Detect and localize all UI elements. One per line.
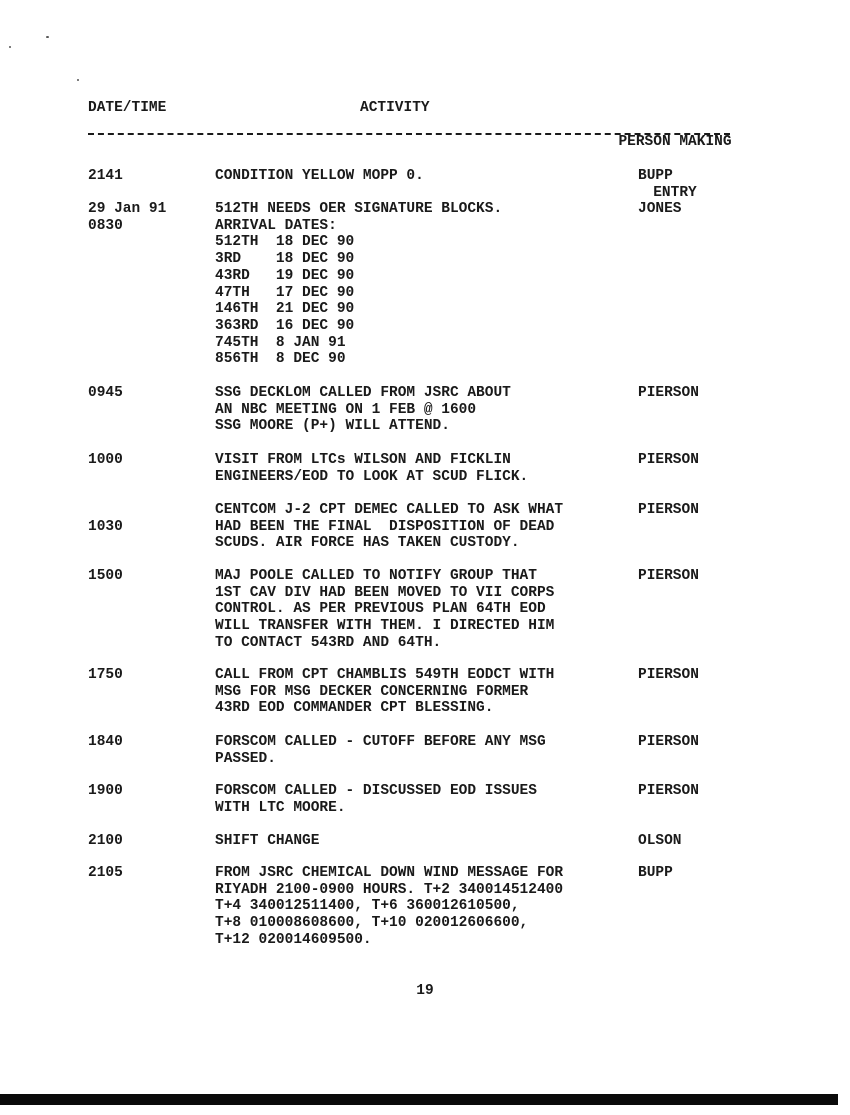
- entry-time: [88, 667, 123, 684]
- entry-person: [638, 201, 682, 218]
- entry-person: [638, 865, 673, 882]
- entry-person: [638, 568, 699, 585]
- page-number: 19: [416, 983, 434, 999]
- entry-activity-line: 43RD 19 DEC 90: [215, 267, 355, 284]
- entry-activity-line: TO CONTACT 543RD AND 64TH.: [215, 634, 442, 651]
- entry-activity-line: ENGINEERS/EOD TO LOOK AT SCUD FLICK.: [215, 468, 529, 485]
- entry-activity-line: ARRIVAL DATES:: [215, 217, 337, 234]
- entry-activity-line: RIYADH 2100-0900 HOURS. T+2 340014512400: [215, 881, 564, 898]
- header-person-line2: ENTRY: [653, 185, 697, 201]
- entry-activity: [215, 568, 554, 652]
- entry-activity-line: MSG FOR MSG DECKER CONCERNING FORMER: [215, 683, 529, 700]
- scan-bottom-bar: [0, 1094, 838, 1105]
- entry-time-line: 1840: [88, 734, 123, 750]
- entry-activity-line: 512TH 18 DEC 90: [215, 234, 355, 251]
- entry-activity: [215, 783, 537, 816]
- entry-activity: [215, 385, 511, 435]
- entry-activity-line: WITH LTC MOORE.: [215, 799, 346, 816]
- entry-time-line: 2141: [88, 168, 123, 184]
- header-divider: [88, 133, 730, 135]
- entry-activity: [215, 865, 563, 949]
- entry-time: [88, 502, 123, 535]
- entry-person-line: OLSON: [638, 833, 682, 849]
- entry-person: [638, 385, 699, 402]
- entry-activity-line: AN NBC MEETING ON 1 FEB @ 1600: [215, 401, 477, 418]
- entry-activity-line: FROM JSRC CHEMICAL DOWN WIND MESSAGE FOR: [215, 865, 564, 881]
- entry-activity-line: VISIT FROM LTCs WILSON AND FICKLIN: [215, 452, 511, 468]
- entry-person: [638, 502, 699, 519]
- entry-person-line: PIERSON: [638, 385, 699, 401]
- entry-activity-line: FORSCOM CALLED - CUTOFF BEFORE ANY MSG: [215, 734, 546, 750]
- entry-person-line: PIERSON: [638, 452, 699, 468]
- entry-time-line: 1750: [88, 667, 123, 683]
- entry-time: [88, 865, 123, 882]
- entry-time-line: 1500: [88, 568, 123, 584]
- entry-time: [88, 201, 166, 234]
- entry-activity-line: 856TH 8 DEC 90: [215, 351, 346, 368]
- entry-person-line: BUPP: [638, 168, 673, 184]
- entry-activity-line: CONTROL. AS PER PREVIOUS PLAN 64TH EOD: [215, 601, 546, 618]
- entry-activity: [215, 502, 563, 552]
- entry-person: [638, 734, 699, 751]
- entry-activity-line: 43RD EOD COMMANDER CPT BLESSING.: [215, 700, 494, 717]
- entry-time: [88, 385, 123, 402]
- entry-activity-line: CONDITION YELLOW MOPP 0.: [215, 168, 424, 184]
- entry-activity-line: FORSCOM CALLED - DISCUSSED EOD ISSUES: [215, 783, 537, 799]
- entry-person-line: PIERSON: [638, 502, 699, 518]
- entry-activity-line: HAD BEEN THE FINAL DISPOSITION OF DEAD: [215, 518, 555, 535]
- entry-time: [88, 734, 123, 751]
- entry-activity: [215, 833, 319, 850]
- entry-activity: [215, 734, 546, 767]
- entry-activity-line: 512TH NEEDS OER SIGNATURE BLOCKS.: [215, 201, 503, 217]
- entry-time: [88, 568, 123, 585]
- scan-speck: [77, 79, 79, 81]
- entry-activity-line: CENTCOM J-2 CPT DEMEC CALLED TO ASK WHAT: [215, 502, 564, 518]
- entry-person-line: JONES: [638, 201, 682, 217]
- entry-person: [638, 168, 673, 185]
- entry-activity: [215, 452, 528, 485]
- entry-time-line: 0830: [88, 217, 123, 234]
- entry-time: [88, 168, 123, 185]
- header-date-time: DATE/TIME: [88, 100, 167, 116]
- entry-person-line: PIERSON: [638, 667, 699, 683]
- entry-activity-line: SHIFT CHANGE: [215, 833, 320, 849]
- entry-activity-line: MAJ POOLE CALLED TO NOTIFY GROUP THAT: [215, 568, 537, 584]
- entry-time-line: [88, 502, 123, 519]
- scan-speck: [9, 46, 11, 48]
- entry-activity-line: T+12 020014609500.: [215, 931, 372, 948]
- entry-person-line: PIERSON: [638, 783, 699, 799]
- entry-person: [638, 783, 699, 800]
- entry-time-line: 29 Jan 91: [88, 201, 167, 217]
- entry-time-line: 1900: [88, 783, 123, 799]
- entry-activity-line: T+8 010008608600, T+10 020012606600,: [215, 915, 529, 932]
- entry-person-line: PIERSON: [638, 734, 699, 750]
- entry-activity-line: 146TH 21 DEC 90: [215, 301, 355, 318]
- entry-activity-line: 363RD 16 DEC 90: [215, 317, 355, 334]
- entry-activity-line: CALL FROM CPT CHAMBLIS 549TH EODCT WITH: [215, 667, 555, 683]
- entry-time-line: 2105: [88, 865, 123, 881]
- entry-activity-line: T+4 340012511400, T+6 360012610500,: [215, 898, 520, 915]
- entry-time-line: 1030: [88, 518, 123, 535]
- entry-activity: [215, 168, 424, 185]
- entry-time: [88, 452, 123, 469]
- entry-activity: [215, 201, 502, 368]
- entry-time-line: 1000: [88, 452, 123, 468]
- entry-person: [638, 667, 699, 684]
- entry-person: [638, 833, 682, 850]
- entry-activity-line: 745TH 8 JAN 91: [215, 334, 346, 351]
- entry-person-line: BUPP: [638, 865, 673, 881]
- entry-time-line: 0945: [88, 385, 123, 401]
- header-person-line1: PERSON MAKING: [618, 134, 732, 150]
- entry-activity-line: PASSED.: [215, 750, 276, 767]
- entry-activity-line: SSG DECKLOM CALLED FROM JSRC ABOUT: [215, 385, 511, 401]
- entry-activity-line: WILL TRANSFER WITH THEM. I DIRECTED HIM: [215, 618, 555, 635]
- entry-activity: [215, 667, 554, 717]
- entry-time: [88, 783, 123, 800]
- entry-activity-line: SCUDS. AIR FORCE HAS TAKEN CUSTODY.: [215, 535, 520, 552]
- header-activity: ACTIVITY: [360, 100, 430, 116]
- entry-person: [638, 452, 699, 469]
- entry-activity-line: SSG MOORE (P+) WILL ATTEND.: [215, 418, 450, 435]
- scan-speck: [46, 36, 49, 38]
- entry-activity-line: 3RD 18 DEC 90: [215, 251, 355, 268]
- entry-person-line: PIERSON: [638, 568, 699, 584]
- entry-activity-line: 1ST CAV DIV HAD BEEN MOVED TO VII CORPS: [215, 584, 555, 601]
- entry-time: [88, 833, 123, 850]
- entry-time-line: 2100: [88, 833, 123, 849]
- entry-activity-line: 47TH 17 DEC 90: [215, 284, 355, 301]
